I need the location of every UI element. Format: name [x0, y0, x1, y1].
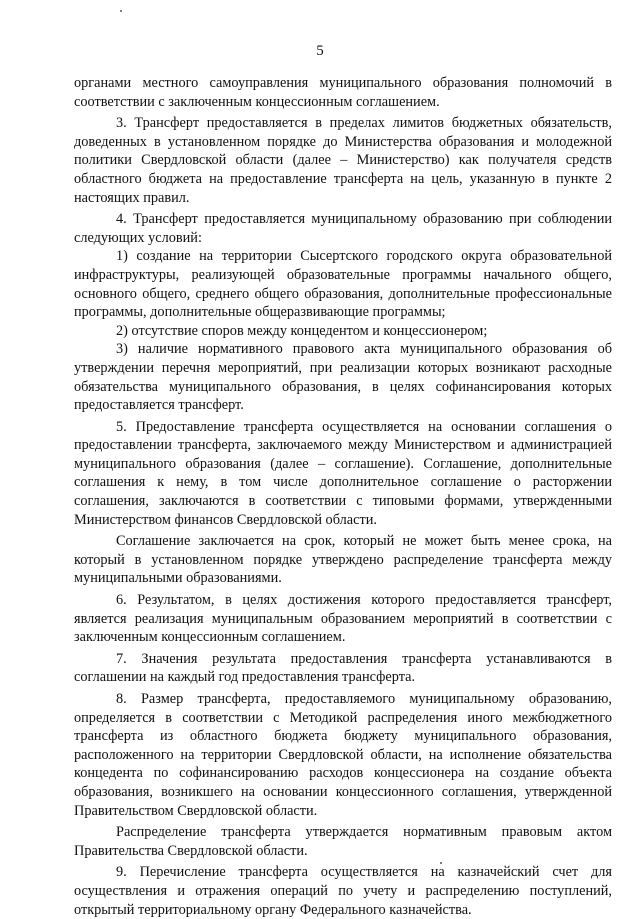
paragraph-clause-3: 3. Трансферт предоставляется в пределах лимитов бюджетных обязательств, доведенных в установленном порядке до Министерства образования и молодежной политики Свердловской области (далее – Министерство) как получателя средств областного бюджета на предоставление трансферта на цель, указанную в пункте 2 настоящих правил.	[74, 115, 612, 206]
paragraph-condition-2: 2) отсутствие споров между концедентом и концессионером;	[116, 322, 488, 339]
paragraph-clause-7: 7. Значения результата предоставления трансферта устанавливаются в соглашении на каждый год предоставления трансферта.	[74, 650, 612, 686]
paragraph-agreement-term: Соглашение заключается на срок, который не может быть менее срока, на который в установленном порядке утверждено распределение трансферта между муниципальными образованиями.	[74, 533, 612, 587]
page-number: 5	[316, 43, 324, 59]
paragraph-clause-6: 6. Результатом, в целях достижения которого предоставляется трансферт, является реализация муниципальным образованием мероприятий в соответствии с заключенным концессионным соглашением.	[74, 592, 612, 646]
paragraph-clause-4: 4. Трансферт предоставляется муниципальному образованию при соблюдении следующих условий:	[74, 211, 612, 246]
scan-speck	[440, 862, 442, 864]
paragraph-continuation: органами местного самоуправления муниципального образования полномочий в соответствии с заключенным концессионным соглашением.	[74, 75, 612, 110]
paragraph-clause-8: 8. Размер трансферта, предоставляемого муниципальному образованию, определяется в соответствии с Методикой распределения иного межбюджетного трансферта из областного бюджета бюджету муниципального образования, расположенного на территории Свердловской области, на исполнение обязательства концедента по софинансированию расходов концессионера на создание объекта образования, возникшего на основании концессионного соглашения, утвержденной Правительством Свердловской области.	[74, 691, 612, 819]
document-body	[74, 74, 612, 919]
paragraph-clause-9: 9. Перечисление трансферта осуществляется на казначейский счет для осуществления и отражения операций по учету и распределению поступлений, открытый территориальному органу Федерального казначейства.	[74, 864, 612, 918]
scan-speck	[120, 10, 122, 12]
paragraph-clause-5: 5. Предоставление трансферта осуществляется на основании соглашения о предоставлении трансферта, заключаемого между Министерством и администрацией муниципального образования (далее – соглашение). Соглашение, дополнительные соглашения к нему, в том числе дополнительное соглашение о расторжении соглашения, заключаются в соответствии с типовыми формами, утвержденными Министерством финансов Свердловской области.	[74, 418, 612, 528]
paragraph-distribution: Распределение трансферта утверждается нормативным правовым актом Правительства Свердловской области.	[74, 824, 612, 859]
paragraph-condition-3: 3) наличие нормативного правового акта муниципального образования об утверждении перечня мероприятий, при реализации которых возникают расходные обязательства муниципального образования, в целях софинансирования которых предоставляется трансферт.	[74, 341, 612, 414]
paragraph-condition-1: 1) создание на территории Сысертского городского округа образовательной инфраструктуры, реализующей образовательные программы начального общего, основного общего, среднего общего образования, дополнительные профессиональные программы, дополнительные общеразвивающие программы;	[74, 248, 612, 321]
